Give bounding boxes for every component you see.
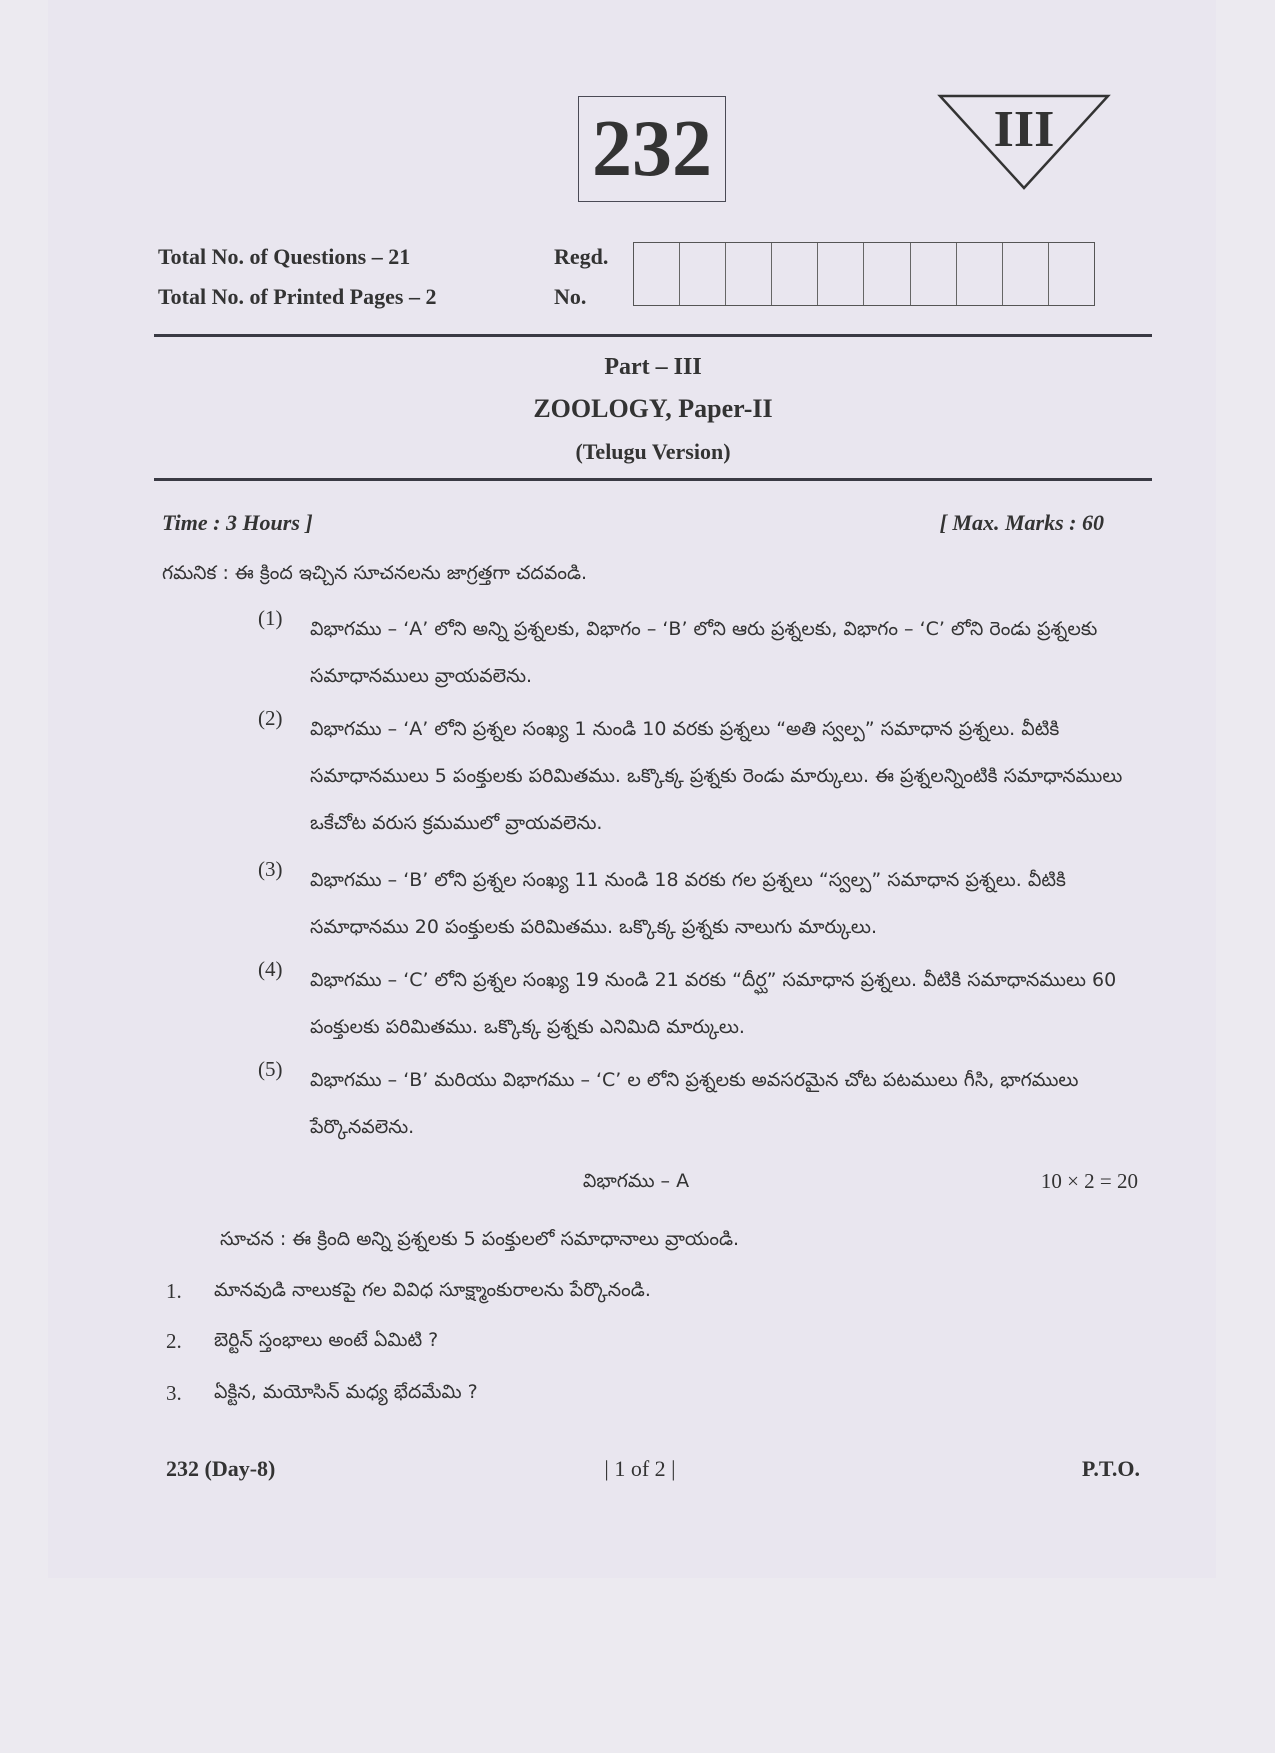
instruction-text: విభాగము – ‘C’ లోని ప్రశ్నల సంఖ్య 19 నుండి 21 వరకు “దీర్ఘ” సమాధాన ప్రశ్నలు. వీటికి సమాధానములు 60 పంక్తులకు పరిమితము. ఒక్కొక్క ప్రశ్నకు ఎనిమిది మార్కులు. — [310, 969, 1117, 1038]
set-label: III — [993, 101, 1055, 158]
top-divider — [154, 334, 1152, 337]
question-text: ఏక్టిన, మయోసిన్ మధ్య భేదమేమి ? — [214, 1381, 478, 1403]
part-title: Part – III — [604, 354, 702, 380]
instruction-number: (1) — [258, 606, 283, 630]
section-a-instruction: సూచన : ఈ క్రింది అన్ని ప్రశ్నలకు 5 పంక్తులలో సమాధానాలు వ్రాయండి. — [220, 1228, 740, 1250]
paper-code: 232 — [578, 96, 726, 202]
regd-box[interactable] — [1003, 243, 1049, 305]
title-divider — [154, 478, 1152, 481]
regd-box[interactable] — [957, 243, 1003, 305]
question-item — [166, 1329, 1066, 1356]
instruction-item — [258, 606, 1138, 700]
instruction-number: (5) — [258, 1057, 283, 1081]
total-questions: Total No. of Questions – 21 — [158, 244, 411, 269]
regd-box[interactable] — [864, 243, 910, 305]
regd-box[interactable] — [680, 243, 726, 305]
footer-page-number: | 1 of 2 | — [604, 1456, 676, 1481]
section-a-heading: విభాగము – A — [582, 1170, 690, 1192]
question-number: 1. — [166, 1279, 182, 1303]
subject-title: ZOOLOGY, Paper-II — [533, 394, 773, 423]
section-a-marks: 10 × 2 = 20 — [1040, 1169, 1138, 1193]
regd-box[interactable] — [911, 243, 957, 305]
version-title: (Telugu Version) — [575, 439, 731, 464]
question-number: 3. — [166, 1381, 182, 1405]
question-text: మానవుడి నాలుకపై గల వివిధ సూక్ష్మాంకురాలను పేర్కొనండి. — [214, 1279, 651, 1301]
instruction-text: విభాగము – ‘A’ లోని ప్రశ్నల సంఖ్య 1 నుండి 10 వరకు ప్రశ్నలు “అతి స్వల్ప” సమాధాన ప్రశ్నలు. వీటికి సమాధానములు 5 పంక్తులకు పరిమితము. ఒక్కొక్క ప్రశ్నకు రెండు మార్కులు. ఈ ప్రశ్నలన్నింటికి సమాధానములు ఒకేచోట వరుస క్రమములో వ్రాయవలెను. — [310, 718, 1123, 834]
regd-label: Regd. — [554, 244, 609, 269]
regd-box[interactable] — [818, 243, 864, 305]
instruction-text: విభాగము – ‘A’ లోని అన్ని ప్రశ్నలకు, విభాగం – ‘B’ లోని ఆరు ప్రశ్నలకు, విభాగం – ‘C’ లోని రెండు ప్రశ్నలకు సమాధానములు వ్రాయవలెను. — [310, 618, 1098, 687]
instruction-item — [258, 957, 1138, 1051]
regd-box[interactable] — [1049, 243, 1094, 305]
instruction-item — [258, 1057, 1138, 1151]
total-pages: Total No. of Printed Pages – 2 — [158, 284, 437, 309]
footer-code: 232 (Day-8) — [166, 1456, 276, 1481]
regd-number-boxes[interactable] — [633, 242, 1095, 306]
instruction-number: (3) — [258, 857, 283, 881]
instruction-number: (4) — [258, 957, 283, 981]
regd-box[interactable] — [772, 243, 818, 305]
regd-box[interactable] — [634, 243, 680, 305]
exam-time: Time : 3 Hours ] — [162, 510, 313, 535]
max-marks: [ Max. Marks : 60 — [939, 510, 1104, 535]
question-item — [166, 1381, 1066, 1408]
question-number: 2. — [166, 1329, 182, 1353]
question-item — [166, 1279, 1066, 1306]
note-heading: గమనిక : ఈ క్రింద ఇచ్చిన సూచనలను జాగ్రత్తగా చదవండి. — [162, 562, 588, 584]
regd-no-label: No. — [554, 284, 587, 309]
regd-box[interactable] — [726, 243, 772, 305]
instruction-text: విభాగము – ‘B’ లోని ప్రశ్నల సంఖ్య 11 నుండి 18 వరకు గల ప్రశ్నలు “స్వల్ప” సమాధాన ప్రశ్నలు. వీటికి సమాధానము 20 పంక్తులకు పరిమితము. ఒక్కొక్క ప్రశ్నకు నాలుగు మార్కులు. — [310, 869, 1066, 938]
instruction-text: విభాగము – ‘B’ మరియు విభాగము – ‘C’ ల లోని ప్రశ్నలకు అవసరమైన చోట పటములు గీసి, భాగములు పేర్కొనవలెను. — [310, 1069, 1079, 1138]
instruction-number: (2) — [258, 706, 283, 730]
question-text: బెర్టిన్ స్తంభాలు అంటే ఏమిటి ? — [214, 1329, 439, 1351]
footer-pto: P.T.O. — [1081, 1456, 1140, 1481]
instruction-item — [258, 706, 1138, 847]
instruction-item — [258, 857, 1138, 951]
